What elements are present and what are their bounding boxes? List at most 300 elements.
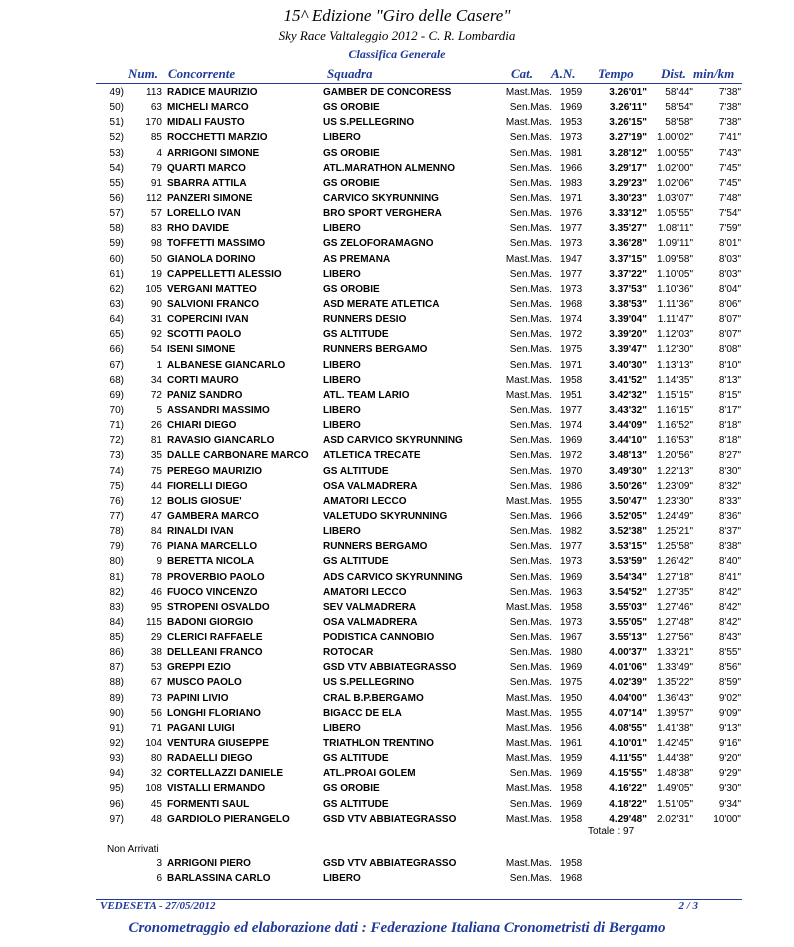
birth-year: 1974: [560, 314, 583, 326]
birth-year: 1986: [560, 480, 583, 492]
competitor-name: BADONI GIORGIO: [167, 616, 254, 628]
position: 60): [109, 253, 124, 265]
gap-time: 1.42'45": [656, 738, 693, 750]
finish-time: 3.53'15": [609, 541, 647, 553]
finish-time: 3.54'34": [609, 571, 647, 583]
finish-time: 3.39'04": [609, 314, 647, 326]
team-name: LIBERO: [323, 404, 361, 416]
position: 77): [109, 510, 124, 522]
birth-year: 1950: [560, 692, 583, 704]
team-name: CRAL B.P.BERGAMO: [323, 692, 424, 704]
category: Sen.Mas.: [509, 510, 552, 522]
footer-location-date: VEDESETA - 27/05/2012: [100, 900, 216, 912]
pace: 8'41": [718, 571, 741, 583]
birth-year: 1947: [560, 253, 583, 265]
team-name: ATL. TEAM LARIO: [323, 389, 410, 401]
category: Sen.Mas.: [509, 329, 552, 341]
gap-time: 1.27'18": [656, 571, 693, 583]
pace: 8'27": [718, 450, 741, 462]
competitor-name: LORELLO IVAN: [167, 208, 241, 220]
bib-number: 115: [146, 616, 162, 628]
birth-year: 1958: [560, 858, 583, 869]
position: 87): [109, 662, 124, 674]
pace: 8'30": [718, 465, 741, 477]
competitor-name: DALLE CARBONARE MARCO: [167, 450, 309, 462]
finish-time: 3.42'32": [609, 389, 647, 401]
gap-time: 1.27'35": [656, 586, 693, 598]
team-name: AS PREMANA: [323, 253, 391, 265]
finish-time: 3.48'13": [609, 450, 647, 462]
team-name: GS OROBIE: [323, 783, 380, 795]
pace: 8'36": [718, 510, 741, 522]
position: 94): [109, 768, 124, 780]
category: Sen.Mas.: [509, 147, 552, 159]
table-row: [0, 434, 794, 449]
gap-time: 1.10'36": [656, 283, 693, 295]
competitor-name: QUARTI MARCO: [167, 162, 246, 174]
table-row: [0, 465, 794, 480]
competitor-name: ARRIGONI SIMONE: [167, 147, 260, 159]
position: 62): [109, 283, 124, 295]
competitor-name: RADICE MAURIZIO: [167, 87, 258, 98]
team-name: GSD VTV ABBIATEGRASSO: [323, 858, 457, 869]
category: Sen.Mas.: [509, 283, 552, 295]
bib-number: 44: [150, 480, 162, 492]
team-name: LIBERO: [323, 722, 361, 734]
table-row: [0, 798, 794, 813]
category: Mast.Mas.: [505, 783, 552, 795]
table-row: [0, 661, 794, 676]
table-row: [0, 510, 794, 525]
table-row: [0, 480, 794, 495]
team-name: LIBERO: [323, 359, 361, 371]
gap-time: 1.02'06": [656, 177, 693, 189]
team-name: GS ALTITUDE: [323, 556, 389, 568]
pace: 7'38": [718, 117, 741, 129]
gap-time: 1.26'42": [656, 556, 693, 568]
table-row: [0, 343, 794, 358]
team-name: GS ALTITUDE: [323, 465, 389, 477]
position: 93): [109, 753, 124, 765]
competitor-name: RAVASIO GIANCARLO: [167, 435, 275, 447]
non-arrivati-row: [0, 872, 794, 887]
team-name: ATL.MARATHON ALMENNO: [323, 162, 456, 174]
bib-number: 75: [150, 465, 162, 477]
team-name: GS ZELOFORAMAGNO: [323, 238, 434, 250]
competitor-name: CLERICI RAFFAELE: [167, 632, 263, 644]
birth-year: 1973: [560, 132, 583, 144]
pace: 9'30": [718, 783, 741, 795]
position: 74): [109, 465, 124, 477]
pace: 8'04": [718, 283, 741, 295]
bib-number: 45: [150, 798, 162, 810]
competitor-name: MIDALI FAUSTO: [167, 117, 245, 129]
gap-time: 1.13'13": [656, 359, 693, 371]
bib-number: 38: [150, 647, 162, 659]
competitor-name: RADAELLI DIEGO: [167, 753, 253, 765]
team-name: BRO SPORT VERGHERA: [323, 208, 442, 220]
finish-time: 4.15'55": [609, 768, 647, 780]
position: 50): [109, 102, 124, 114]
pace: 8'06": [718, 298, 741, 310]
table-row: [0, 722, 794, 737]
finish-time: 4.29'48": [609, 813, 647, 825]
gap-time: 1.48'38": [656, 768, 693, 780]
table-row: [0, 192, 794, 207]
pace: 8'59": [718, 677, 741, 689]
position: 95): [109, 783, 124, 795]
pace: 8'07": [718, 329, 741, 341]
position: 80): [109, 556, 124, 568]
gap-time: 1.09'58": [656, 253, 693, 265]
position: 71): [109, 420, 124, 432]
bib-number: 71: [150, 722, 162, 734]
birth-year: 1983: [560, 177, 583, 189]
birth-year: 1977: [560, 223, 583, 235]
pace: 8'13": [718, 374, 741, 386]
birth-year: 1973: [560, 283, 583, 295]
gap-time: 1.27'56": [656, 632, 693, 644]
birth-year: 1975: [560, 344, 583, 356]
table-row: [0, 616, 794, 631]
table-row: [0, 86, 794, 101]
category: Sen.Mas.: [509, 238, 552, 250]
pace: 9'02": [718, 692, 741, 704]
birth-year: 1970: [560, 465, 583, 477]
pace: 9'16": [718, 738, 741, 750]
pace: 8'03": [718, 268, 741, 280]
gap-time: 58'58": [665, 117, 693, 129]
gap-time: 1.11'47": [657, 314, 693, 326]
bib-number: 83: [150, 223, 162, 235]
table-row: [0, 131, 794, 146]
birth-year: 1981: [560, 147, 583, 159]
category: Sen.Mas.: [509, 647, 552, 659]
category: Sen.Mas.: [509, 177, 552, 189]
col-squadra: Squadra: [327, 66, 373, 81]
finish-time: 3.39'20": [609, 329, 647, 341]
table-row: [0, 449, 794, 464]
category: Sen.Mas.: [509, 662, 552, 674]
position: 55): [109, 177, 124, 189]
category: Sen.Mas.: [509, 132, 552, 144]
bib-number: 50: [150, 253, 162, 265]
bib-number: 104: [145, 738, 162, 750]
position: 81): [109, 571, 124, 583]
finish-time: 3.52'05": [609, 510, 647, 522]
pace: 7'45": [718, 162, 741, 174]
competitor-name: VERGANI MATTEO: [167, 283, 257, 295]
competitor-name: PROVERBIO PAOLO: [167, 571, 265, 583]
team-name: OSA VALMADRERA: [323, 616, 418, 628]
category: Mast.Mas.: [505, 707, 552, 719]
gap-time: 1.41'38": [656, 722, 693, 734]
finish-time: 4.10'01": [609, 738, 647, 750]
competitor-name: MICHELI MARCO: [167, 102, 249, 114]
bib-number: 76: [150, 541, 162, 553]
position: 75): [109, 480, 124, 492]
bib-number: 84: [150, 526, 162, 538]
competitor-name: GREPPI EZIO: [167, 662, 231, 674]
bib-number: 32: [150, 768, 162, 780]
birth-year: 1971: [560, 192, 583, 204]
team-name: GSD VTV ABBIATEGRASSO: [323, 662, 457, 674]
competitor-name: CORTI MAURO: [167, 374, 239, 386]
pace: 7'59": [718, 223, 741, 235]
page-number: 2 / 3: [678, 900, 698, 912]
competitor-name: PIANA MARCELLO: [167, 541, 258, 553]
category: Sen.Mas.: [509, 571, 552, 583]
timing-credit: Cronometraggio ed elaborazione dati : Federazione Italiana Cronometristi di Bergamo: [128, 920, 666, 936]
finish-time: 3.39'47": [609, 344, 647, 356]
bib-number: 19: [150, 268, 162, 280]
gap-time: 1.16'52": [656, 420, 693, 432]
pace: 7'48": [718, 192, 741, 204]
birth-year: 1969: [560, 662, 583, 674]
pace: 7'54": [718, 208, 741, 220]
table-row: [0, 767, 794, 782]
bib-number: 92: [150, 329, 162, 341]
category: Sen.Mas.: [509, 359, 552, 371]
position: 69): [109, 389, 124, 401]
finish-time: 3.26'15": [609, 117, 647, 129]
table-header: [0, 66, 794, 82]
bib-number: 81: [150, 435, 162, 447]
finish-time: 4.16'22": [609, 783, 647, 795]
pace: 8'37": [718, 526, 741, 538]
team-name: ADS CARVICO SKYRUNNING: [323, 571, 463, 583]
pace: 8'32": [718, 480, 741, 492]
position: 57): [109, 208, 124, 220]
finish-time: 4.04'00": [609, 692, 647, 704]
table-row: [0, 389, 794, 404]
category: Sen.Mas.: [509, 480, 552, 492]
finish-time: 3.29'23": [609, 177, 647, 189]
bib-number: 67: [150, 677, 162, 689]
competitor-name: PANIZ SANDRO: [167, 389, 243, 401]
birth-year: 1967: [560, 632, 583, 644]
category: Mast.Mas.: [505, 692, 552, 704]
header-divider: [96, 83, 742, 84]
finish-time: 4.11'55": [609, 753, 647, 765]
birth-year: 1958: [560, 601, 583, 613]
table-row: [0, 737, 794, 752]
birth-year: 1968: [560, 298, 583, 310]
category: Sen.Mas.: [509, 450, 552, 462]
position: 54): [109, 162, 124, 174]
table-row: [0, 601, 794, 616]
category: Sen.Mas.: [509, 465, 552, 477]
gap-time: 1.25'21": [656, 526, 693, 538]
table-row: [0, 313, 794, 328]
table-row: [0, 268, 794, 283]
team-name: GS ALTITUDE: [323, 329, 389, 341]
category: Sen.Mas.: [509, 208, 552, 220]
competitor-name: BARLASSINA CARLO: [167, 873, 271, 885]
table-row: [0, 162, 794, 177]
competitor-name: COPERCINI IVAN: [167, 314, 249, 326]
gap-time: 1.33'21": [656, 647, 693, 659]
bib-number: 170: [145, 117, 162, 129]
birth-year: 1973: [560, 616, 583, 628]
position: 73): [109, 450, 124, 462]
col-num: Num.: [128, 66, 158, 81]
category: Mast.Mas.: [505, 495, 552, 507]
position: 59): [109, 238, 124, 250]
col-cat: Cat.: [511, 66, 534, 81]
birth-year: 1969: [560, 768, 583, 780]
finish-time: 3.44'09": [609, 420, 647, 432]
pace: 7'38": [718, 102, 741, 114]
position: 61): [109, 268, 124, 280]
finish-time: 3.55'05": [609, 616, 647, 628]
category: Sen.Mas.: [509, 798, 552, 810]
document-title: 15^ Edizione "Giro delle Casere": [283, 6, 511, 25]
position: 63): [109, 298, 124, 310]
birth-year: 1973: [560, 238, 583, 250]
gap-time: 1.33'49": [656, 662, 693, 674]
birth-year: 1977: [560, 268, 583, 280]
team-name: SEV VALMADRERA: [323, 601, 417, 613]
position: 78): [109, 526, 124, 538]
gap-time: 1.44'38": [656, 753, 693, 765]
finish-time: 3.43'32": [609, 404, 647, 416]
finish-time: 3.36'28": [609, 238, 647, 250]
category: Sen.Mas.: [509, 541, 552, 553]
bib-number: 6: [156, 873, 162, 885]
birth-year: 1958: [560, 813, 583, 825]
birth-year: 1955: [560, 495, 583, 507]
section-title: Classifica Generale: [348, 47, 446, 61]
competitor-name: GAMBERA MARCO: [167, 510, 259, 522]
birth-year: 1969: [560, 102, 583, 114]
category: Mast.Mas.: [505, 601, 552, 613]
birth-year: 1969: [560, 435, 583, 447]
finish-time: 3.44'10": [609, 435, 647, 447]
table-row: [0, 571, 794, 586]
competitor-name: BOLIS GIOSUE': [167, 495, 242, 507]
bib-number: 113: [146, 87, 162, 98]
col-dist: Dist.: [661, 66, 686, 81]
bib-number: 63: [150, 102, 162, 114]
table-row: [0, 555, 794, 570]
finish-time: 4.02'39": [609, 677, 647, 689]
category: Sen.Mas.: [509, 192, 552, 204]
finish-time: 4.00'37": [609, 647, 647, 659]
position: 84): [109, 616, 124, 628]
finish-time: 3.28'12": [609, 147, 647, 159]
birth-year: 1973: [560, 556, 583, 568]
birth-year: 1968: [560, 873, 583, 885]
total-count: Totale : 97: [588, 826, 635, 837]
team-name: GS ALTITUDE: [323, 798, 389, 810]
team-name: US S.PELLEGRINO: [323, 117, 415, 129]
team-name: LIBERO: [323, 374, 361, 386]
pace: 8'08": [718, 344, 741, 356]
team-name: GS OROBIE: [323, 177, 380, 189]
bib-number: 48: [150, 813, 162, 825]
competitor-name: SALVIONI FRANCO: [167, 298, 260, 310]
pace: 8'10": [718, 359, 741, 371]
table-row: [0, 222, 794, 237]
col-concorrente: Concorrente: [168, 66, 236, 81]
competitor-name: ROCCHETTI MARZIO: [167, 132, 268, 144]
pace: 8'55": [718, 647, 741, 659]
gap-time: 1.10'05": [656, 268, 693, 280]
table-row: [0, 207, 794, 222]
bib-number: 85: [150, 132, 162, 144]
competitor-name: PANZERI SIMONE: [167, 192, 253, 204]
position: 83): [109, 601, 124, 613]
position: 91): [109, 722, 124, 734]
competitor-name: LONGHI FLORIANO: [167, 707, 261, 719]
team-name: LIBERO: [323, 420, 361, 432]
position: 53): [109, 147, 124, 159]
gap-time: 1.16'15": [656, 404, 693, 416]
finish-time: 3.30'23": [609, 192, 647, 204]
team-name: LIBERO: [323, 526, 361, 538]
finish-time: 3.27'19": [609, 132, 647, 144]
finish-time: 3.26'01": [609, 87, 647, 98]
birth-year: 1966: [560, 510, 583, 522]
birth-year: 1976: [560, 208, 583, 220]
pace: 9'29": [718, 768, 741, 780]
non-arrivati-row: [0, 857, 794, 872]
category: Mast.Mas.: [505, 738, 552, 750]
position: 68): [109, 374, 124, 386]
birth-year: 1975: [560, 677, 583, 689]
pace: 8'18": [718, 420, 741, 432]
gap-time: 1.25'58": [656, 541, 693, 553]
team-name: GS OROBIE: [323, 147, 380, 159]
team-name: US S.PELLEGRINO: [323, 677, 415, 689]
position: 58): [109, 223, 124, 235]
col-pace: min/km: [693, 66, 735, 81]
birth-year: 1958: [560, 374, 583, 386]
birth-year: 1972: [560, 450, 583, 462]
pace: 8'03": [718, 253, 741, 265]
finish-time: 3.55'03": [609, 601, 647, 613]
competitor-name: PEREGO MAURIZIO: [167, 465, 263, 477]
team-name: GS OROBIE: [323, 102, 380, 114]
position: 64): [109, 314, 124, 326]
bib-number: 57: [150, 208, 162, 220]
category: Sen.Mas.: [509, 268, 552, 280]
pace: 9'13": [718, 722, 741, 734]
finish-time: 3.37'15": [609, 253, 647, 265]
team-name: LIBERO: [323, 873, 361, 885]
competitor-name: MUSCO PAOLO: [167, 677, 242, 689]
category: Sen.Mas.: [509, 586, 552, 598]
position: 76): [109, 495, 124, 507]
table-row: [0, 525, 794, 540]
gap-time: 1.23'30": [656, 495, 693, 507]
birth-year: 1969: [560, 798, 583, 810]
category: Sen.Mas.: [509, 344, 552, 356]
competitor-name: SCOTTI PAOLO: [167, 329, 242, 341]
competitor-name: TOFFETTI MASSIMO: [167, 238, 266, 250]
competitor-name: GARDIOLO PIERANGELO: [167, 813, 290, 825]
table-row: [0, 253, 794, 268]
birth-year: 1953: [560, 117, 583, 129]
position: 70): [109, 404, 124, 416]
team-name: GS OROBIE: [323, 283, 380, 295]
bib-number: 9: [156, 556, 162, 568]
position: 97): [109, 813, 124, 825]
team-name: ASD MERATE ATLETICA: [323, 298, 440, 310]
birth-year: 1961: [560, 738, 583, 750]
position: 96): [109, 798, 124, 810]
